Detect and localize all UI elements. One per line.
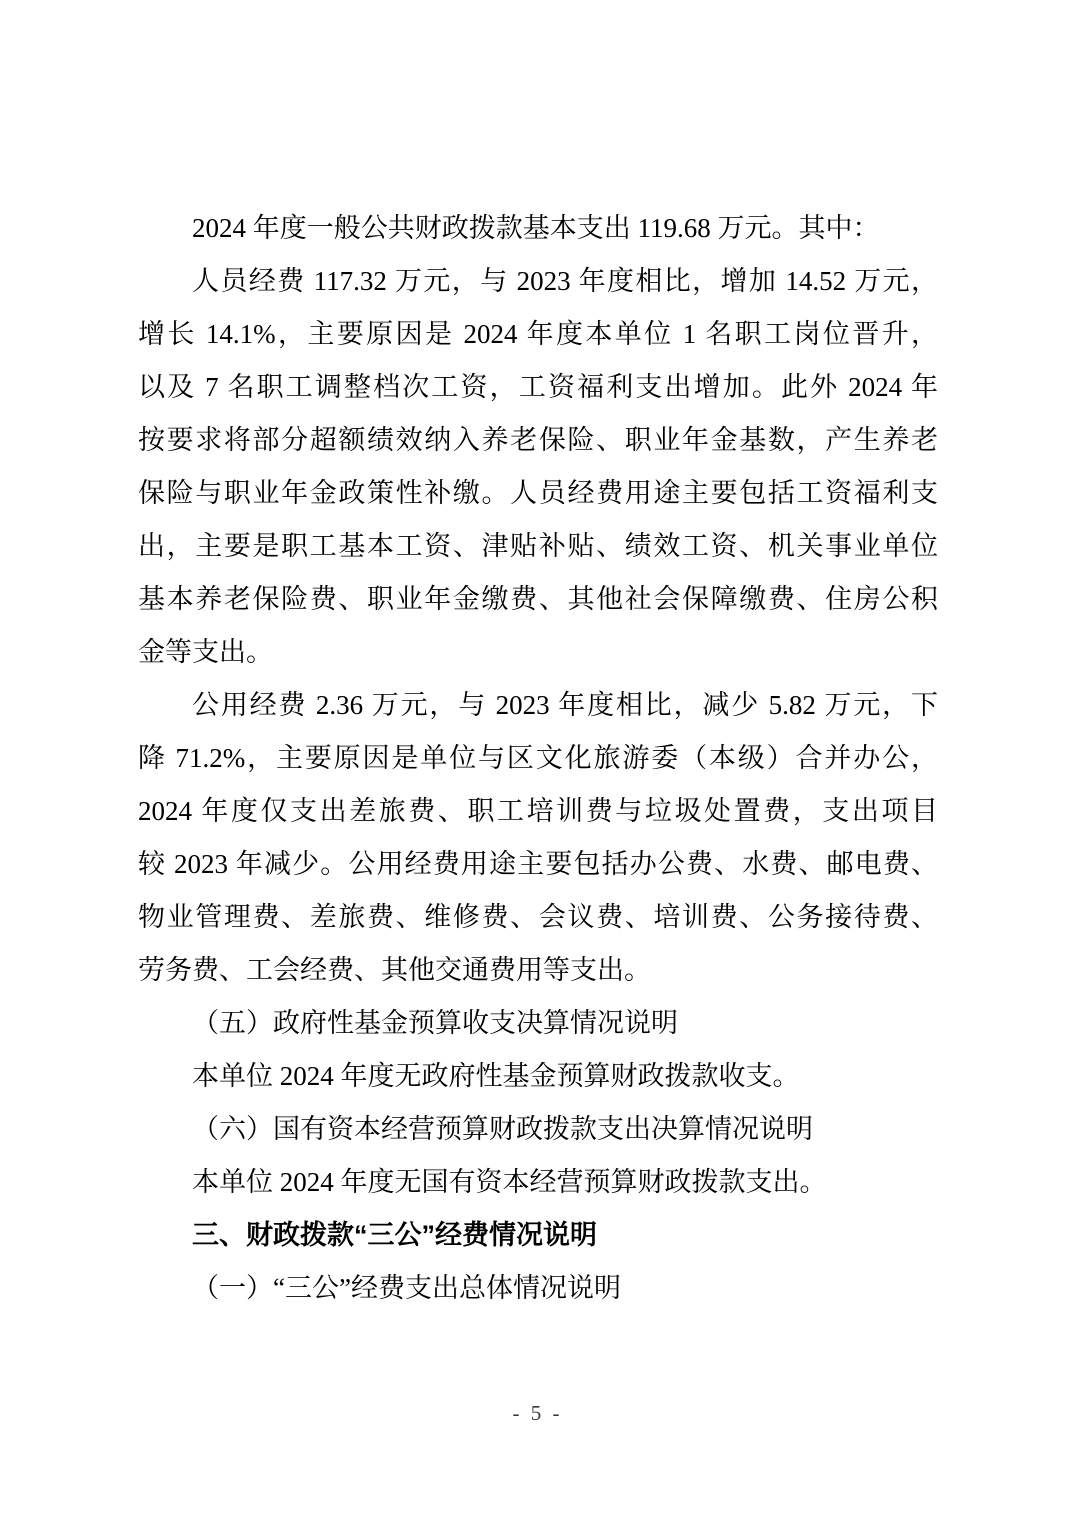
text-line: 2024 年度一般公共财政拨款基本支出 119.68 万元。其中： [192, 213, 880, 243]
text-line: 增长 14.1%，主要原因是 2024 年度本单位 1 名职工岗位晋升， [138, 319, 938, 349]
page-number: - 5 - [512, 1401, 563, 1425]
text-line: 金等支出。 [138, 637, 273, 667]
text-line: 物业管理费、差旅费、维修费、会议费、培训费、公务接待费、 [138, 902, 938, 932]
section-heading: 三、财政拨款“三公”经费情况说明 [192, 1220, 597, 1250]
text-line: 公用经费 2.36 万元，与 2023 年度相比，减少 5.82 万元，下 [192, 690, 938, 720]
subsection-heading: （六）国有资本经营预算财政拨款支出决算情况说明 [192, 1114, 813, 1144]
text-line: 降 71.2%，主要原因是单位与区文化旅游委（本级）合并办公， [138, 743, 938, 773]
subsection-heading: （一）“三公”经费支出总体情况说明 [192, 1273, 621, 1303]
text-line: 基本养老保险费、职业年金缴费、其他社会保障缴费、住房公积 [138, 584, 938, 614]
text-line: 以及 7 名职工调整档次工资，工资福利支出增加。此外 2024 年 [138, 372, 938, 402]
subsection-heading: （五）政府性基金预算收支决算情况说明 [192, 1008, 678, 1038]
text-line: 保险与职业年金政策性补缴。人员经费用途主要包括工资福利支 [138, 478, 938, 508]
document-body [138, 202, 938, 1315]
text-line: 本单位 2024 年度无政府性基金预算财政拨款收支。 [192, 1061, 800, 1091]
text-line: 较 2023 年减少。公用经费用途主要包括办公费、水费、邮电费、 [138, 849, 938, 879]
text-line: 按要求将部分超额绩效纳入养老保险、职业年金基数，产生养老 [138, 425, 938, 455]
text-line: 本单位 2024 年度无国有资本经营预算财政拨款支出。 [192, 1167, 827, 1197]
text-line: 人员经费 117.32 万元，与 2023 年度相比，增加 14.52 万元， [192, 266, 938, 296]
text-line: 2024 年度仅支出差旅费、职工培训费与垃圾处置费，支出项目 [138, 796, 938, 826]
text-line: 出，主要是职工基本工资、津贴补贴、绩效工资、机关事业单位 [138, 531, 938, 561]
text-line: 劳务费、工会经费、其他交通费用等支出。 [138, 955, 651, 985]
